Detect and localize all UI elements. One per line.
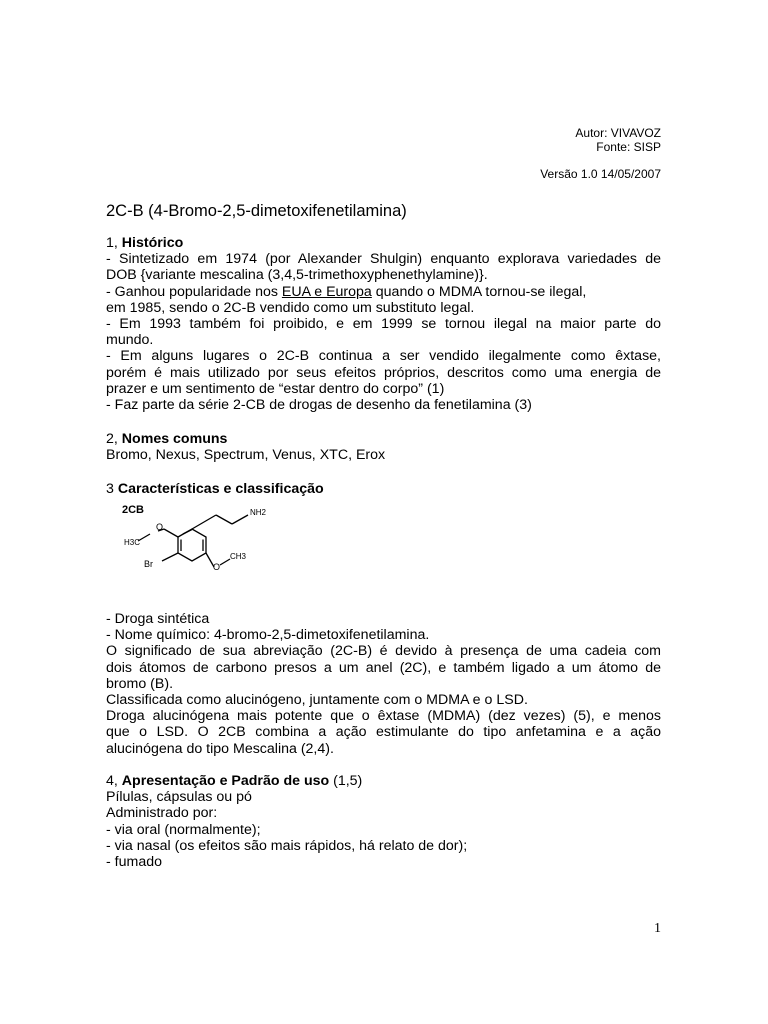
section-heading	[106, 773, 661, 789]
paragraph-line: - Em 1993 também foi proibido, e em 1999 se tornou ilegal na maior parte do	[106, 316, 661, 333]
paragraph-line: dois átomos de carbono presos a um anel (2C), e também ligado a um átomo de	[106, 659, 661, 676]
underlined-text: EUA e Europa	[281, 283, 372, 300]
section-nomes	[106, 431, 661, 463]
section-heading	[106, 235, 661, 251]
section-caracteristicas-heading	[106, 481, 661, 497]
paragraph-line: Pílulas, cápsulas ou pó	[106, 789, 252, 806]
paragraph-line: prazer e um sentimento de “estar dentro do corpo” (1)	[106, 380, 445, 397]
section-apresentacao	[106, 773, 661, 870]
paragraph-line: Administrado por:	[106, 805, 218, 822]
paragraph-line: Classificada como alucinógeno, juntamente com o MDMA e o LSD.	[106, 692, 528, 709]
section-number: 4,	[106, 773, 118, 789]
section-caracteristicas-body	[106, 611, 661, 757]
paragraph-line: Bromo, Nexus, Spectrum, Venus, XTC, Erox	[106, 447, 386, 464]
paragraph-line: que o LSD. O 2CB combina a ação estimulante do tipo anfetamina e a ação	[106, 724, 661, 741]
paragraph-line: - Em alguns lugares o 2C-B continua a ser vendido ilegalmente como êxtase,	[106, 348, 661, 365]
section-reference: (1,5)	[329, 773, 363, 789]
paragraph-line: - Ganhou popularidade nos EUA e Europa quando o MDMA tornou-se ilegal,	[106, 283, 587, 300]
paragraph-line: - Droga sintética	[106, 611, 210, 627]
section-heading	[106, 481, 661, 497]
paragraph-line: Droga alucinógena mais potente que o êxtase (MDMA) (dez vezes) (5), e menos	[106, 708, 661, 725]
section-title: Histórico	[121, 235, 184, 251]
paragraph-line: DOB {variante mescalina (3,4,5-trimethoxyphenethylamine)}.	[106, 267, 488, 284]
paragraph-line: - fumado	[106, 854, 162, 871]
paragraph-line: bromo (B).	[106, 675, 174, 692]
paragraph-line: - Faz parte da série 2-CB de drogas de desenho da fenetilamina (3)	[106, 397, 532, 414]
oxygen-label-top: O	[156, 522, 164, 532]
version-line: Versão 1.0 14/05/2007	[540, 167, 661, 181]
oxygen-label-bottom: O	[213, 562, 221, 572]
paragraph-line: - Nome químico: 4-bromo-2,5-dimetoxifenetilamina.	[106, 627, 430, 644]
section-historico	[106, 235, 661, 413]
section-title: Nomes comuns	[121, 431, 228, 447]
page-number: 1	[654, 921, 661, 936]
paragraph-line: - via nasal (os efeitos são mais rápidos, há relato de dor);	[106, 837, 468, 854]
paragraph-line: porém é mais utilizado por seus efeitos próprios, descritos como uma energia de	[106, 364, 661, 381]
source-line: Fonte: SISP	[596, 140, 661, 154]
section-number: 3	[106, 481, 114, 497]
section-title: Características e classificação	[117, 481, 324, 497]
br-label: Br	[144, 559, 153, 569]
h3c-label: H3C	[124, 538, 141, 547]
document-title: 2C-B (4-Bromo-2,5-dimetoxifenetilamina)	[106, 202, 407, 220]
section-heading	[106, 431, 661, 447]
section-title: Apresentação e Padrão de uso	[121, 773, 330, 789]
paragraph-line: O significado de sua abreviação (2C-B) é devido à presença de uma cadeia com	[106, 643, 661, 660]
nh2-label: NH2	[250, 508, 267, 517]
ch3-label: CH3	[230, 552, 247, 561]
paragraph-line: mundo.	[106, 332, 154, 349]
section-number: 1,	[106, 235, 118, 251]
paragraph-line: alucinógena do tipo Mescalina (2,4).	[106, 740, 334, 757]
paragraph-line: - via oral (normalmente);	[106, 821, 261, 838]
paragraph-line: - Sintetizado em 1974 (por Alexander Shulgin) enquanto explorava variedades de	[106, 251, 661, 268]
paragraph-line: em 1985, sendo o 2C-B vendido como um substituto legal.	[106, 299, 475, 316]
section-number: 2,	[106, 431, 118, 447]
structure-label: 2CB	[122, 504, 145, 516]
author-line: Autor: VIVAVOZ	[575, 126, 661, 140]
chemical-structure-diagram	[116, 501, 286, 583]
